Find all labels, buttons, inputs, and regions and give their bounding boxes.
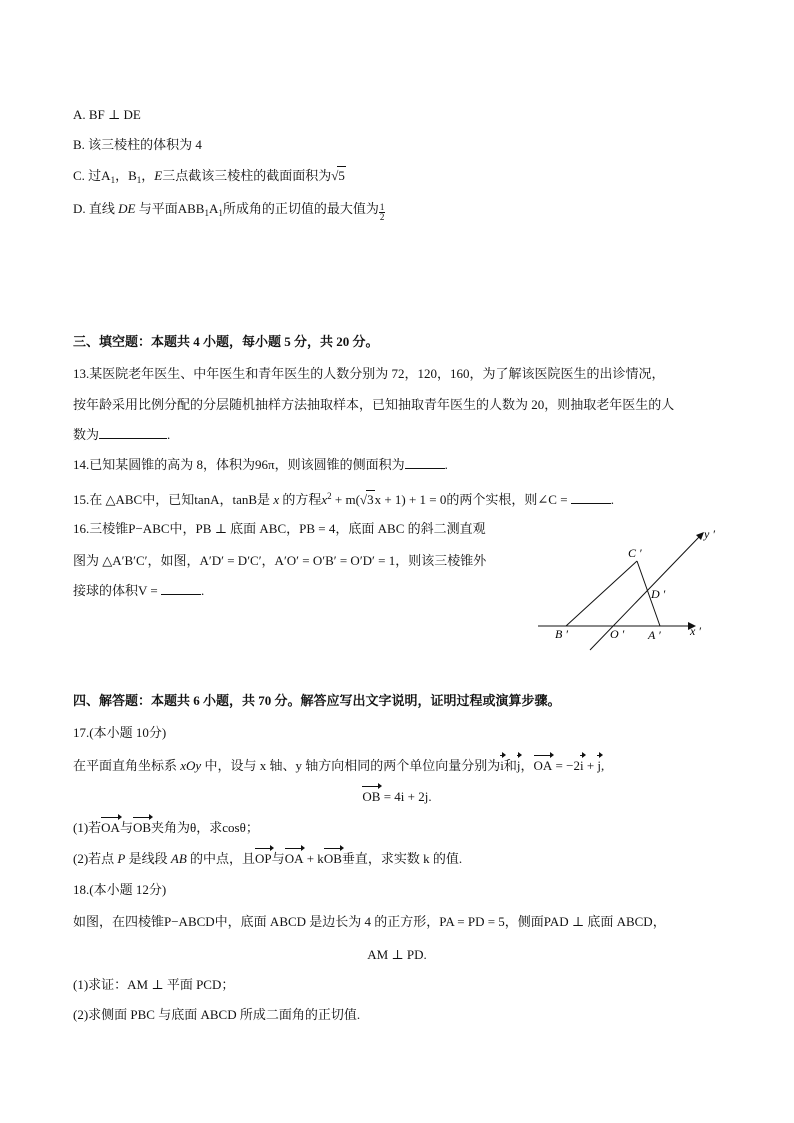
q18-line1: 如图，在四棱锥P−ABCD中，底面 ABCD 是边长为 4 的正方形，PA = PD = 5，侧面PAD ⊥ 底面 ABCD， (73, 914, 666, 929)
label-c: C ′ (628, 546, 642, 560)
y-axis (590, 536, 700, 650)
q16-line1: 16.三棱锥P−ABC中，PB ⊥ 底面 ABC，PB = 4，底面 ABC 的斜二测直观 (73, 521, 486, 536)
q18-line2: AM ⊥ PD. (367, 947, 427, 962)
q13-line3: 数为 . (73, 427, 171, 442)
q18-part2: (2)求侧面 PBC 与底面 ABCD 所成二面角的正切值. (73, 1007, 361, 1022)
q16-line3: 接球的体积V = . (73, 583, 205, 598)
side-bc (566, 561, 637, 626)
q17-line1: 在平面直角坐标系 xOy 中，设与 x 轴、y 轴方向相同的两个单位向量分别为i和j，OA = −2i + j, (73, 758, 605, 773)
option-c: C. 过$A_1$，$B_1$，E三点截该三棱柱的截面面积为√5 (73, 168, 345, 185)
oblique-projection-figure (530, 520, 720, 655)
option-b: B. 该三棱柱的体积为 4 (73, 137, 202, 152)
q15: 15.在 △ABC中，已知tanA，tanB是 x 的方程$x^2 + m(√3x + 1) + 1 = 0$的两个实根，则∠C = . (73, 491, 615, 507)
label-o: O ′ (610, 627, 625, 641)
q18-part1: (1)求证：AM ⊥ 平面 PCD； (73, 977, 235, 992)
q14: 14.已知某圆锥的高为 8，体积为96π，则该圆锥的侧面积为 . (73, 457, 448, 472)
q18-title: 18.(本小题 12分) (73, 882, 167, 897)
q17-title: 17.(本小题 10分) (73, 725, 167, 740)
q16-line2: 图为 △A′B′C′，如图，A′D′ = D′C′，A′O′ = O′B′ = O′D′ = 1，则该三棱锥外 (73, 553, 487, 568)
label-d: D ′ (651, 587, 666, 601)
label-y: y ′ (704, 527, 715, 541)
q17-part2: (2)若点 P 是线段 AB 的中点，且OP与OA + kOB垂直，求实数 k 的值. (73, 851, 463, 866)
q13-line2: 按年龄采用比例分配的分层随机抽样方法抽取样本，已知抽取青年医生的人数为 20，则抽取老年医生的人 (73, 397, 675, 412)
option-d: D. 直线 DE 与平面$ABB_1A_1$所成角的正切值的最大值为 $\frac{1}{2}$ (73, 201, 385, 222)
q17-part1: (1)若OA与OB夹角为θ，求cosθ； (73, 820, 259, 835)
section-3-heading: 三、填空题：本题共 4 小题，每小题 5 分，共 20 分。 (73, 334, 379, 349)
label-a: A ′ (648, 628, 661, 642)
q13-line1: 13.某医院老年医生、中年医生和青年医生的人数分别为 72，120，160，为了解该医院医生的出诊情况， (73, 366, 665, 381)
q17-line2: OB = 4i + 2j. (362, 789, 432, 804)
label-b: B ′ (555, 627, 568, 641)
label-x: x ′ (690, 624, 701, 638)
option-a: A. BF ⊥ DE (73, 107, 141, 122)
section-4-heading: 四、解答题：本题共 6 小题，共 70 分。解答应写出文字说明，证明过程或演算步骤。 (73, 693, 561, 708)
